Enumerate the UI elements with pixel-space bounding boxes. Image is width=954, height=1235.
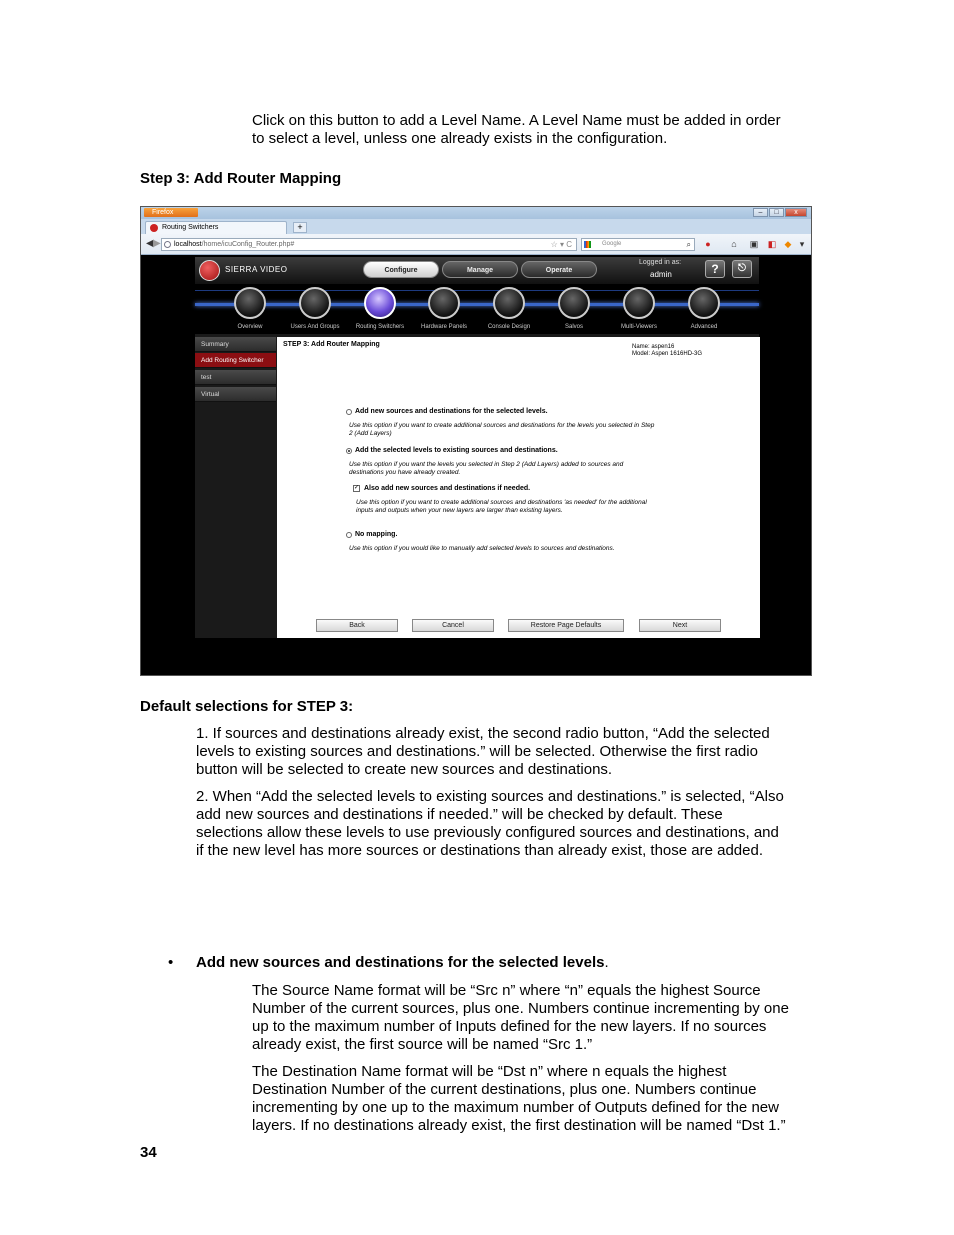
menu-chevron-icon[interactable]: ▾ [799,239,805,249]
logout-icon[interactable]: ⎋ [732,260,752,278]
favicon-icon [150,224,158,232]
next-button[interactable]: Next [639,619,721,632]
browser-navbar [141,234,811,255]
step-content-panel [277,337,760,638]
sidebar-item-test[interactable]: test [195,370,276,385]
advanced-label: Advanced [690,324,718,330]
minimize-icon[interactable]: – [753,208,768,217]
item2-line-1: 2. When “Add the selected levels to existing sources and destinations.” is selected, “Also [196,788,784,805]
overview-label: Overview [237,324,263,330]
defaults-heading: Default selections for STEP 3: [140,698,354,715]
url-host: localhost [174,241,202,248]
content-title: STEP 3: Add Router Mapping [283,341,380,348]
tab-configure[interactable]: Configure [363,261,439,278]
greasemonkey-icon[interactable]: ◆ [784,239,792,249]
radio-new-sources[interactable] [346,409,352,415]
sierra-logo-icon [199,260,220,281]
help-button[interactable]: ? [705,260,725,278]
restore-defaults-button[interactable]: Restore Page Defaults [508,619,624,632]
router-model: Model: Aspen 1616HD-3G [632,351,703,357]
url-bar[interactable] [161,238,577,251]
dst-para-line-2: Destination Number of the current destinations, plus one. Numbers continue [252,1081,757,1098]
url-path: /home/icuConfig_Router.php# [201,241,295,248]
sidebar-item-summary[interactable]: Summary [195,337,276,352]
bookmark-star-icon[interactable]: ☆ ▾ C [550,240,572,249]
item2-line-3: selections allow these levels to use previously configured sources and destinations, and [196,824,779,841]
module-iconbar [195,284,759,334]
dst-para-line-3: incrementing by one up to the maximum number of Outputs defined for the new [252,1099,779,1116]
tab-manage[interactable]: Manage [442,261,518,278]
item1-line-1: 1. If sources and destinations already exist, the second radio button, “Add the selected [196,725,770,742]
bullet-bold: Add new sources and destinations for the selected levels [196,954,605,971]
dst-para-line-4: layers. If no destinations already exist, the first destination will be named “Dst 1.” [252,1117,786,1134]
forward-arrow-icon[interactable]: ▶ [153,238,161,249]
item2-line-4: if the new level has more sources or destinations than already exist, those are added. [196,842,763,859]
browser-titlebar [141,207,811,219]
opt1-label: Add new sources and destinations for the selected levels. [355,408,548,415]
hardware-panels-icon[interactable] [428,287,460,319]
item2-line-2: add new sources and destinations if needed.” will be checked by default. These [196,806,723,823]
src-para-line-1: The Source Name format will be “Src n” where “n” equals the highest Source [252,982,761,999]
side-navigation [195,337,276,638]
src-para-line-2: Number of the current sources, plus one. Numbers continue incrementing by one [252,1000,789,1017]
cancel-button[interactable]: Cancel [412,619,494,632]
src-para-line-4: already exist, the first source will be named “Src 1.” [252,1036,593,1053]
opt3-label: No mapping. [355,531,398,538]
tab-routing-switchers[interactable] [145,221,287,234]
advanced-icon[interactable] [688,287,720,319]
close-icon[interactable]: x [785,208,807,217]
back-arrow-icon[interactable]: ◀ [146,238,154,249]
maximize-icon[interactable]: □ [769,208,784,217]
multi-viewers-label: Multi-Viewers [621,324,657,330]
globe-icon [164,241,171,248]
search-placeholder: Google [602,241,622,247]
sidebar-item-virtual[interactable]: Virtual [195,387,276,402]
check-help-1: Use this option if you want to create additional sources and destinations 'as needed' for the additional [356,499,647,506]
salvos-label: Salvos [564,324,583,330]
salvos-icon[interactable] [558,287,590,319]
also-add-checkbox[interactable]: ✓ [354,485,360,491]
bullet-text [196,954,609,972]
opt2-label: Add the selected levels to existing sources and destinations. [355,447,558,454]
opt2-help-1: Use this option if you want the levels you selected in Step 2 (Add Layers) added to sources and [349,461,624,468]
home-icon[interactable]: ⌂ [731,239,737,249]
hardware-panels-label: Hardware Panels [420,324,468,330]
step3-heading: Step 3: Add Router Mapping [140,170,342,187]
firefox-menu-button[interactable]: Firefox [144,208,198,217]
logged-in-user: admin [650,270,672,279]
bullet-end: . [604,954,609,971]
users-groups-label: Users And Groups [290,324,340,330]
bullet-mark: • [168,954,174,971]
new-tab-button[interactable]: + [293,222,307,233]
console-design-label: Console Design [487,324,531,330]
opt1-help-1: Use this option if you want to create additional sources and destinations for the levels you selected in Step [349,422,655,429]
router-name: Name: aspen16 [632,344,675,350]
opt3-help: Use this option if you would like to manually add selected levels to sources and destinations. [349,545,615,552]
multi-viewers-icon[interactable] [623,287,655,319]
routing-switchers-label: Routing Switchers [355,324,405,330]
browser-tabstrip [141,219,811,234]
search-input[interactable] [581,238,695,251]
sierra-app [195,257,759,638]
tab-operate[interactable]: Operate [521,261,597,278]
bookmarks-icon[interactable]: ▣ [749,239,759,249]
logged-in-label: Logged in as: [639,259,682,266]
overview-icon[interactable] [234,287,266,319]
google-icon [584,241,591,248]
dst-para-line-1: The Destination Name format will be “Dst n” where n equals the highest [252,1063,727,1080]
opt2-help-2: destinations you have already created. [349,469,461,476]
back-button[interactable]: Back [316,619,398,632]
addon-icon[interactable]: ● [705,239,711,249]
brand-name: SIERRA VIDEO [225,265,288,274]
sidebar-item-add-routing-switcher[interactable]: Add Routing Switcher [195,353,276,368]
page-number: 34 [140,1144,157,1161]
check-label: Also add new sources and destinations if needed. [364,485,531,492]
users-groups-icon[interactable] [299,287,331,319]
radio-existing-sources[interactable] [346,448,352,454]
check-help-2: inputs and outputs when your new layers are larger than existing layers. [356,507,563,514]
src-para-line-3: up to the maximum number of Inputs defined for the new layers. If no sources [252,1018,767,1035]
routing-switchers-icon[interactable] [364,287,396,319]
radio-no-mapping[interactable] [346,532,352,538]
screenshot-figure [140,206,812,676]
app-header [195,257,759,284]
intro-line-2: to select a level, unless one already exists in the configuration. [252,130,668,147]
tab-title: Routing Switchers [162,224,219,231]
console-design-icon[interactable] [493,287,525,319]
extension-icon[interactable]: ◧ [767,239,777,249]
item1-line-2: levels to existing sources and destinations.” will be selected. Otherwise the first radio [196,743,758,760]
item1-line-3: button will be selected to create new sources and destinations. [196,761,613,778]
opt1-help-2: 2 (Add Layers) [349,430,392,437]
search-icon[interactable]: ⌕ [686,240,691,249]
intro-line-1: Click on this button to add a Level Name. A Level Name must be added in order [252,112,781,129]
